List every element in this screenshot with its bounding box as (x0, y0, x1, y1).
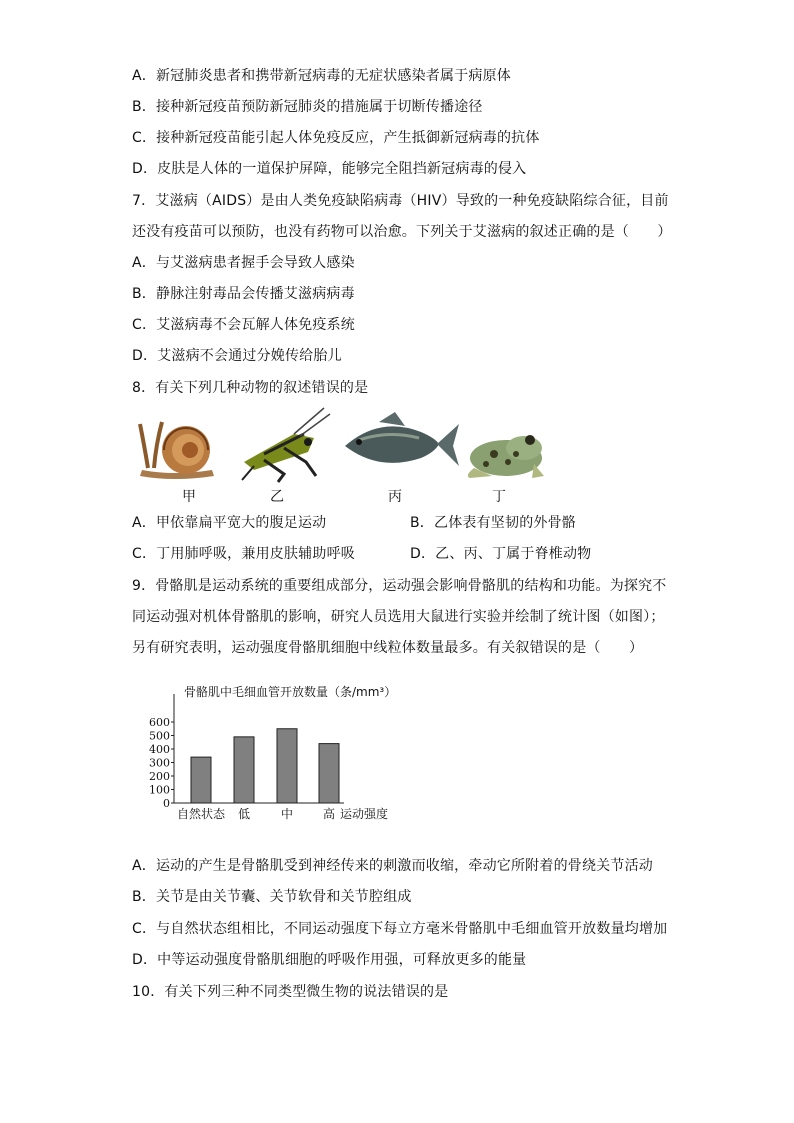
animal-figures (134, 404, 564, 504)
x-tick-label: 高 (322, 807, 336, 821)
x-tick-label: 自然状态 (176, 807, 226, 821)
x-axis-label: 运动强度 (340, 807, 389, 821)
q9-option-b: B．关节是由关节囊、关节软骨和关节腔组成 (132, 889, 412, 905)
bar-0 (191, 757, 211, 803)
q7-option-d: D．艾滋病不会通过分娩传给胎儿 (132, 348, 342, 364)
fish-image (345, 412, 459, 466)
grasshopper-image (242, 408, 330, 482)
q9-stem-line1: 9．骨骼肌是运动系统的重要组成部分，运动强会影响骨骼肌的结构和功能。为探究不 (132, 578, 667, 594)
chart-title: 骨骼肌中毛细血管开放数量（条/mm³） (184, 685, 397, 699)
animal-label-ding: 丁 (492, 489, 506, 505)
q10-stem: 10．有关下列三种不同类型微生物的说法错误的是 (132, 984, 449, 1000)
y-tick-label: 500 (149, 729, 170, 743)
q6-option-b: B．接种新冠疫苗预防新冠肺炎的措施属于切断传播途径 (132, 99, 483, 115)
q7-stem-line1: 7．艾滋病（AIDS）是由人类免疫缺陷病毒（HIV）导致的一种免疫缺陷综合征，目前 (132, 193, 669, 209)
animal-label-yi: 乙 (270, 489, 284, 505)
q8-option-a: A．甲依靠扁平宽大的腹足运动 (132, 515, 327, 531)
y-tick-label: 400 (149, 743, 170, 756)
y-tick-label: 0 (163, 797, 170, 810)
q9-option-d: D．中等运动强度骨骼肌细胞的呼吸作用强，可释放更多的能量 (132, 952, 527, 968)
q6-option-a: A．新冠肺炎患者和携带新冠病毒的无症状感染者属于病原体 (132, 68, 511, 84)
bar-1 (234, 737, 254, 803)
q9-stem-line2: 同运动强对机体骨骼肌的影响，研究人员选用大鼠进行实验并绘制了统计图（如图）； (132, 609, 665, 625)
animal-images (134, 404, 564, 484)
y-tick-label: 200 (149, 770, 170, 783)
y-tick-label: 600 (149, 716, 170, 729)
q7-option-c: C．艾滋病毒不会瓦解人体免疫系统 (132, 317, 355, 333)
q9-option-a: A．运动的产生是骨骼肌受到神经传来的刺激而收缩，牵动它所附着的骨绕关节活动 (132, 858, 653, 874)
q7-stem-line2: 还没有疫苗可以预防，也没有药物可以治愈。下列关于艾滋病的叙述正确的是（ ） (132, 224, 672, 240)
q9-stem-line3: 另有研究表明，运动强度骨骼肌细胞中线粒体数量最多。有关叙错误的是（ ） (132, 640, 644, 656)
bar-3 (319, 744, 339, 803)
q6-option-c: C．接种新冠疫苗能引起人体免疫反应，产生抵御新冠病毒的抗体 (132, 130, 540, 146)
q7-option-b: B．静脉注射毒品会传播艾滋病病毒 (132, 286, 355, 302)
q7-option-a: A．与艾滋病患者握手会导致人感染 (132, 255, 355, 271)
q8-option-d: D．乙、丙、丁属于脊椎动物 (410, 546, 592, 562)
snail-image (140, 422, 214, 479)
animal-label-bing: 丙 (388, 489, 402, 505)
x-tick-label: 中 (280, 807, 294, 821)
bar-2 (277, 729, 297, 803)
q8-option-b: B．乙体表有坚韧的外骨骼 (410, 515, 577, 531)
x-tick-label: 低 (237, 807, 251, 821)
q9-option-c: C．与自然状态组相比，不同运动强度下每立方毫米骨骼肌中毛细血管开放数量均增加 (132, 921, 668, 937)
q6-option-d: D．皮肤是人体的一道保护屏障，能够完全阻挡新冠病毒的侵入 (132, 161, 527, 177)
capillary-bar-chart (140, 680, 430, 830)
animal-label-jia: 甲 (182, 489, 196, 505)
chart-svg (140, 680, 430, 830)
y-tick-label: 100 (149, 783, 170, 797)
q8-option-c: C．丁用肺呼吸，兼用皮肤辅助呼吸 (132, 546, 355, 562)
q8-stem: 8．有关下列几种动物的叙述错误的是 (132, 380, 369, 396)
y-tick-label: 300 (149, 756, 170, 770)
frog-image (468, 435, 544, 478)
